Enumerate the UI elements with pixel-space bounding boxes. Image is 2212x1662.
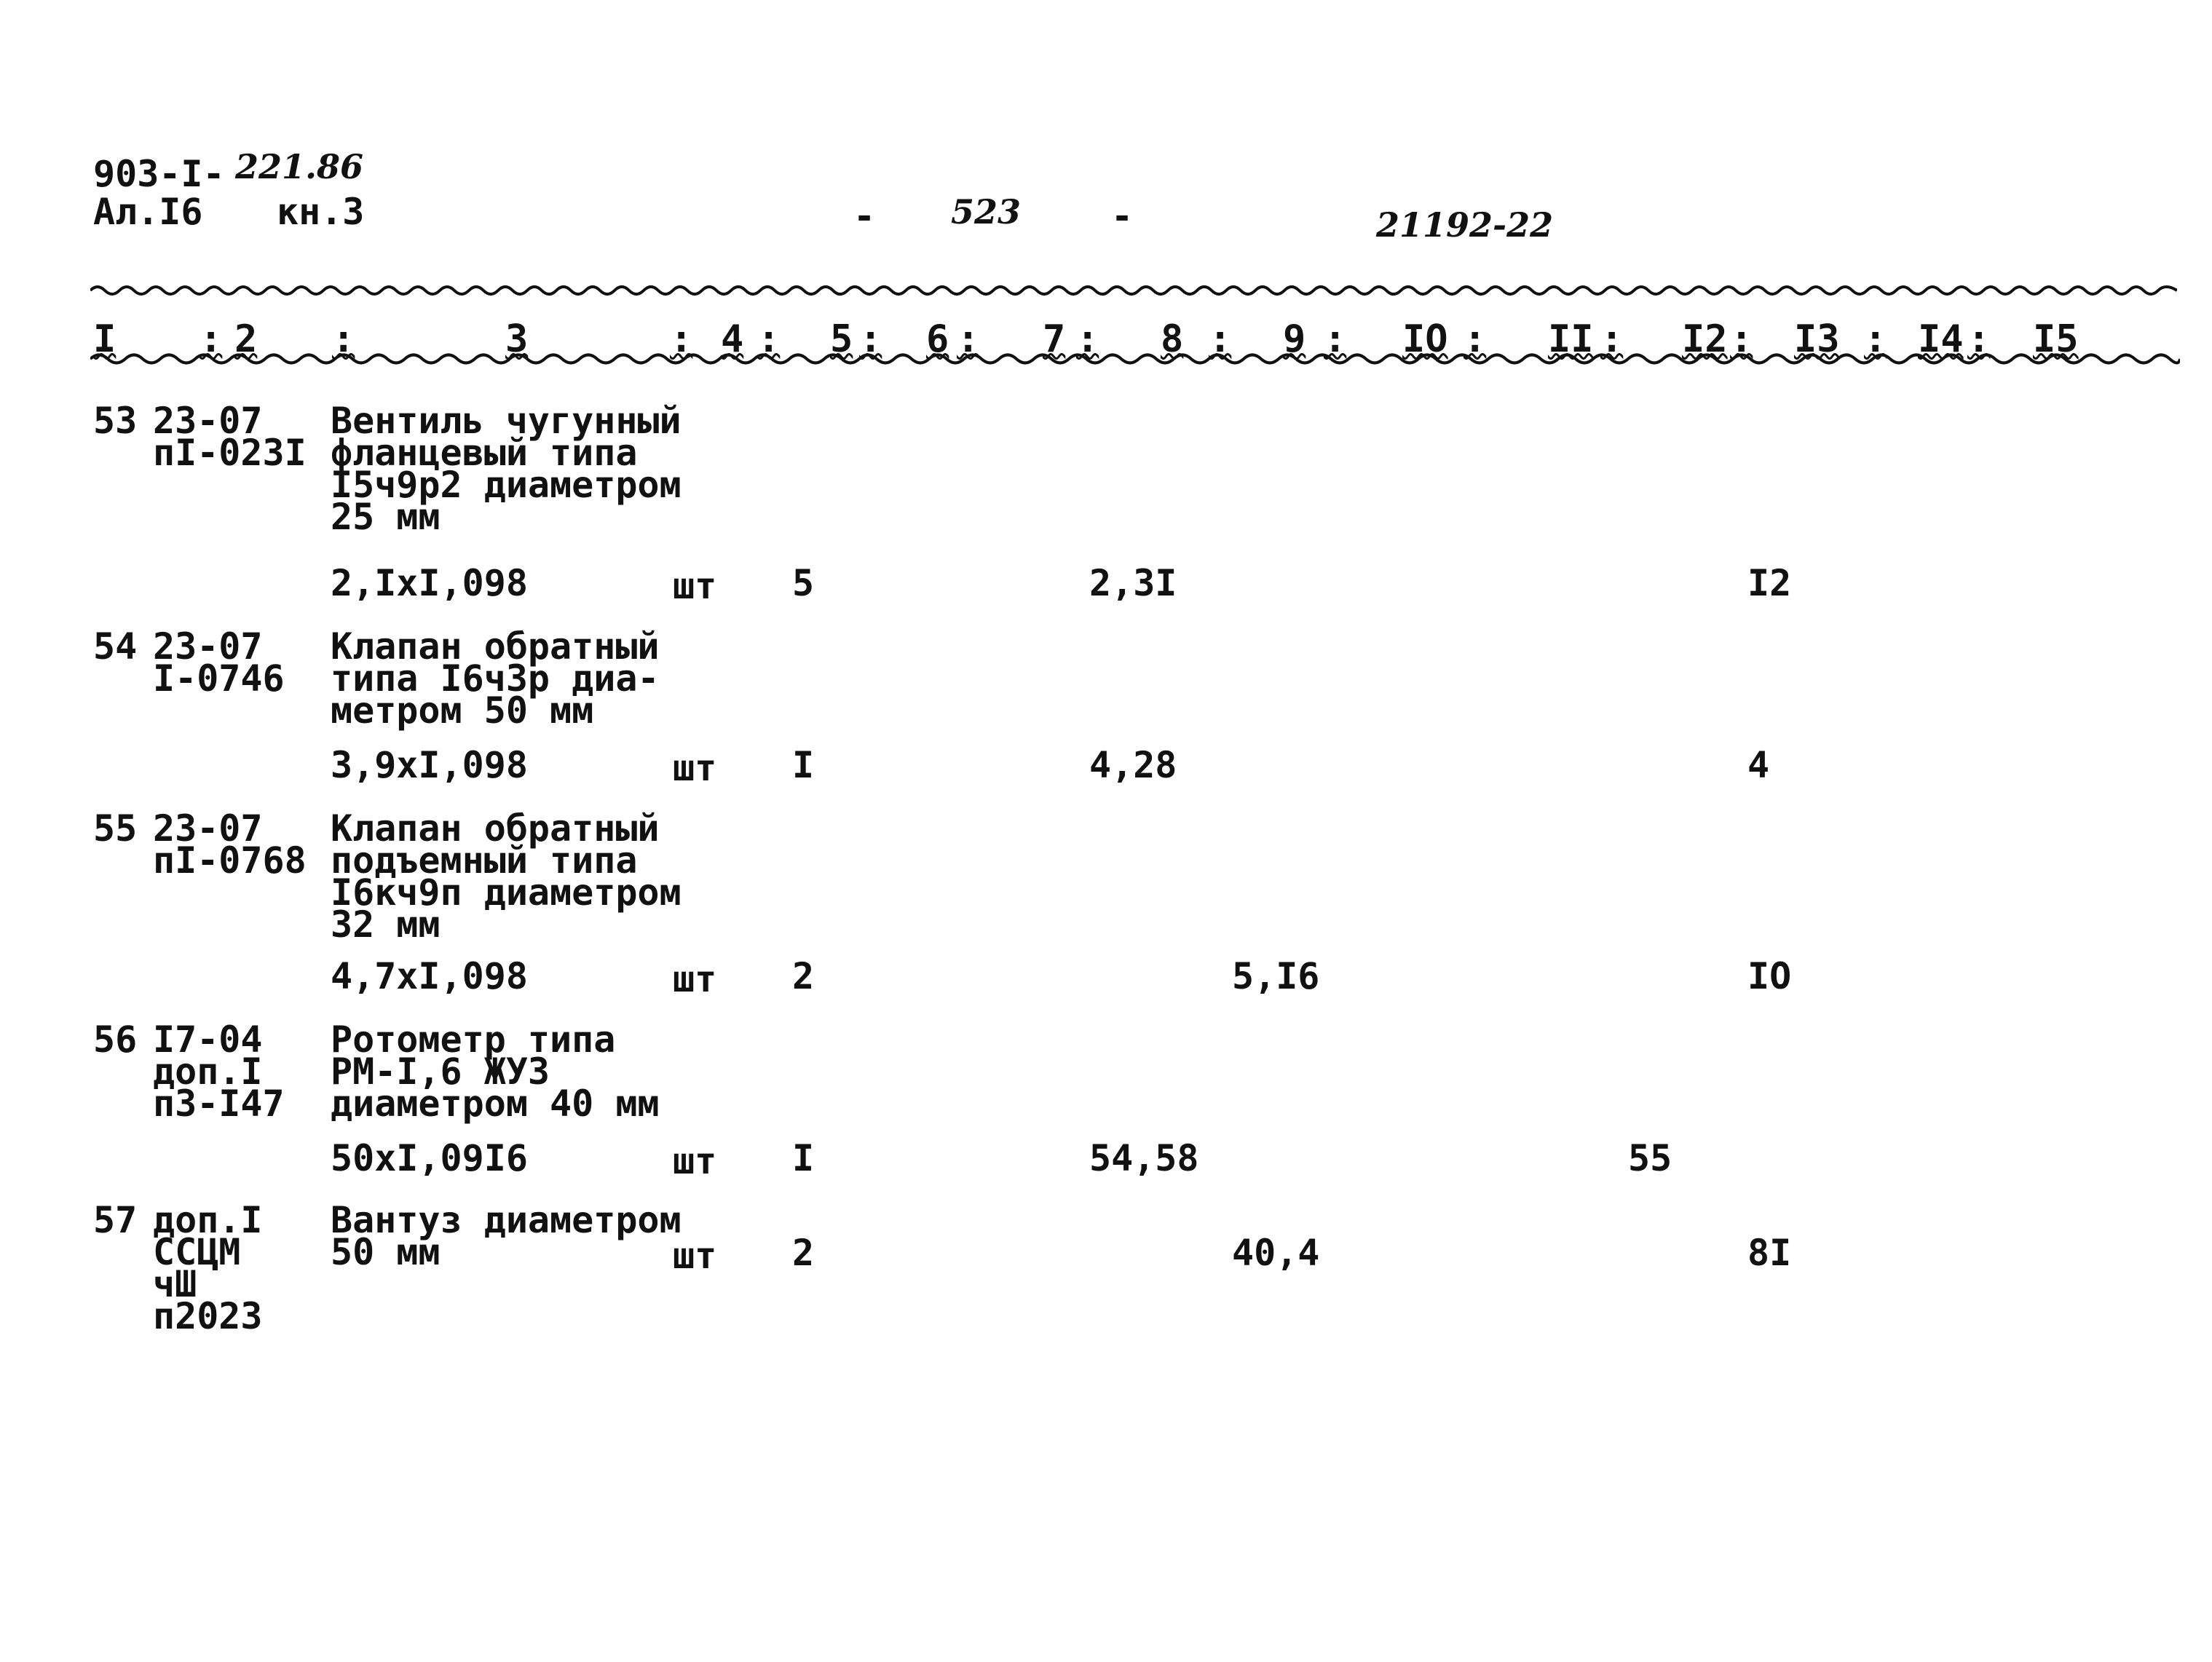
- column-separator: :: [1076, 317, 1099, 361]
- document-code: 903-I-: [93, 153, 225, 195]
- column-number: 4: [721, 317, 744, 361]
- column-number: 3: [505, 317, 529, 361]
- column-separator: :: [957, 317, 980, 361]
- row-number: 54: [93, 625, 138, 668]
- unit-of-measure: шт: [673, 565, 717, 607]
- document-code-handwritten: 221.86: [235, 147, 364, 186]
- quantity-formula: 2,IxI,098: [331, 562, 528, 604]
- item-description: Вентиль чугунный фланцевый типа I5ч9р2 диаметром 25 мм: [331, 400, 682, 538]
- norm-code: 23-07 пI-023I: [153, 400, 307, 474]
- column-separator: :: [200, 317, 223, 361]
- quantity: I: [792, 1137, 815, 1179]
- column-number: 7: [1043, 317, 1066, 361]
- column-number: I: [93, 317, 116, 361]
- column-number: I4: [1918, 317, 1964, 361]
- unit-of-measure: шт: [673, 958, 717, 1000]
- column-number: I2: [1682, 317, 1728, 361]
- row-number: 53: [93, 400, 138, 442]
- page-dash-left: -: [853, 195, 876, 237]
- column-number: 8: [1161, 317, 1184, 361]
- page-number: 523: [951, 192, 1022, 232]
- quantity: 2: [792, 955, 815, 997]
- item-description: Клапан обратный подъемный типа I6кч9п диаметром 32 мм: [331, 807, 682, 946]
- column-number: 2: [234, 317, 258, 361]
- calculated-value: 40,4: [1232, 1232, 1320, 1274]
- calculated-value: 54,58: [1089, 1137, 1199, 1179]
- norm-code: 23-07 пI-0768: [153, 807, 307, 882]
- norm-code: I7-04 доп.I п3-I47: [153, 1018, 285, 1125]
- book-number: кн.3: [277, 191, 365, 233]
- column-separator: :: [1730, 317, 1753, 361]
- page-dash-right: -: [1111, 195, 1134, 237]
- item-description: Вантуз диаметром 50 мм: [331, 1199, 682, 1273]
- quantity-formula: 4,7xI,098: [331, 955, 528, 997]
- calculated-value: 5,I6: [1232, 955, 1320, 997]
- norm-code: доп.I ССЦМ чШ п2023: [153, 1199, 263, 1337]
- row-number: 57: [93, 1199, 138, 1241]
- total-value: 4: [1747, 744, 1770, 786]
- column-number: 5: [830, 317, 853, 361]
- column-separator: :: [1324, 317, 1347, 361]
- norm-code: 23-07 I-0746: [153, 625, 285, 700]
- column-number: IO: [1402, 317, 1448, 361]
- quantity: I: [792, 744, 815, 786]
- column-header-wavy-rule: [90, 348, 2180, 370]
- column-separator: :: [757, 317, 781, 361]
- unit-of-measure: шт: [673, 747, 717, 789]
- quantity: 2: [792, 1232, 815, 1274]
- item-description: Ротометр типа РМ-I,6 ЖУЗ диаметром 40 мм: [331, 1018, 660, 1125]
- column-number: 9: [1283, 317, 1306, 361]
- unit-of-measure: шт: [673, 1235, 717, 1277]
- column-separator: :: [859, 317, 882, 361]
- album-number: Ал.I6: [93, 191, 203, 233]
- column-number: I3: [1794, 317, 1840, 361]
- top-wavy-rule: [90, 280, 2177, 301]
- calculated-value: 2,3I: [1089, 562, 1177, 604]
- column-number: I5: [2033, 317, 2079, 361]
- sheet-code: 21192-22: [1376, 205, 1554, 245]
- column-number: 6: [926, 317, 949, 361]
- calculated-value: 4,28: [1089, 744, 1177, 786]
- column-separator: :: [1967, 317, 1991, 361]
- unit-of-measure: шт: [673, 1140, 717, 1182]
- column-separator: :: [670, 317, 693, 361]
- total-value: I2: [1747, 562, 1792, 604]
- quantity-formula: 50xI,09I6: [331, 1137, 528, 1179]
- column-separator: :: [332, 317, 355, 361]
- quantity-formula: 3,9xI,098: [331, 744, 528, 786]
- row-number: 56: [93, 1018, 138, 1061]
- column-separator: :: [1209, 317, 1232, 361]
- item-description: Клапан обратный типа I6ч3р диа- метром 50 мм: [331, 625, 660, 732]
- row-number: 55: [93, 807, 138, 850]
- column-separator: :: [1464, 317, 1487, 361]
- column-separator: :: [1864, 317, 1887, 361]
- quantity: 5: [792, 562, 815, 604]
- column-number: II: [1548, 317, 1594, 361]
- column-separator: :: [1600, 317, 1624, 361]
- total-value: 55: [1628, 1137, 1672, 1179]
- total-value: 8I: [1747, 1232, 1792, 1274]
- total-value: IO: [1747, 955, 1792, 997]
